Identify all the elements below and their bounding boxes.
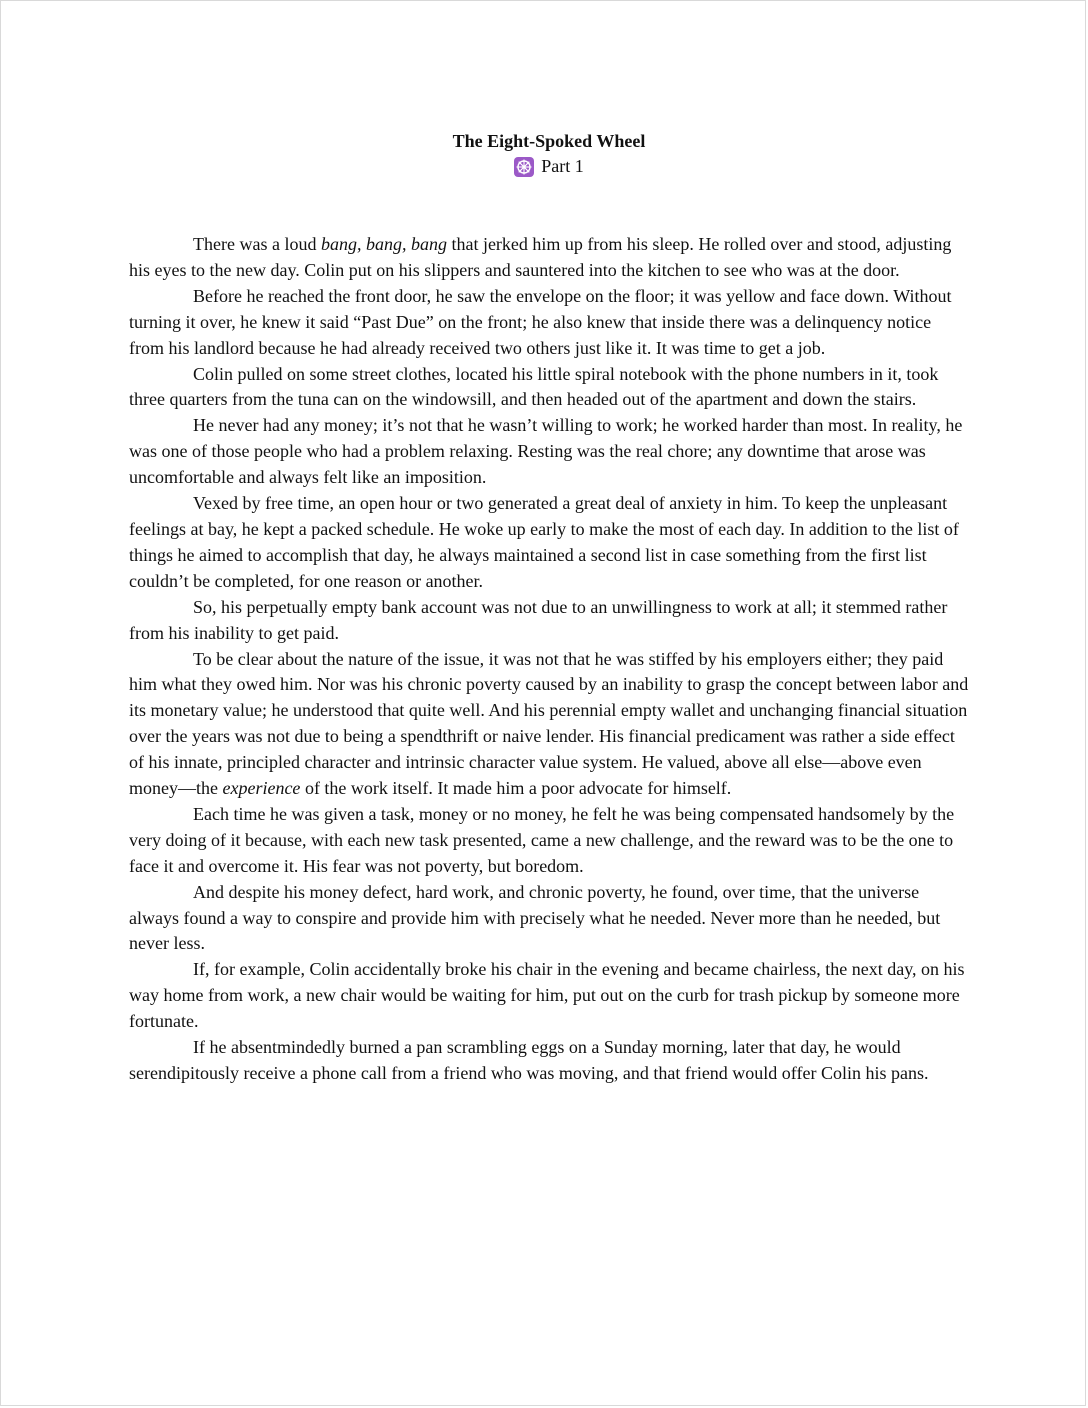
paragraph-text: that jerked him up from his sleep. He rolled over and stood, adjusting his eyes to the new day. Colin put on his slippers and sauntered into the kitchen to see who was at the door. <box>129 234 952 280</box>
paragraph-5: Vexed by free time, an open hour or two generated a great deal of anxiety in him. To keep the unpleasant feelings at bay, he kept a packed schedule. He woke up early to make the most of each day. In addition to the list of things he aimed to accomplish that day, he always maintained a second list in case something from the first list couldn’t be completed, for one reason or another. <box>129 493 959 591</box>
part-heading <box>129 154 969 179</box>
paragraph-10: If, for example, Colin accidentally broke his chair in the evening and became chairless, the next day, on his way home from work, a new chair would be waiting for him, put out on the curb for trash pickup by someone more fortunate. <box>129 959 965 1032</box>
part-label: Part 1 <box>541 156 584 176</box>
paragraph-11: If he absentmindedly burned a pan scrambling eggs on a Sunday morning, later that day, he would serendipitously receive a phone call from a friend who was moving, and that friend would offer Colin his pans. <box>129 1037 929 1083</box>
document-body <box>129 128 969 1087</box>
paragraph-8: Each time he was given a task, money or no money, he felt he was being compensated handsomely by the very doing of it because, with each new task presented, came a new challenge, and the reward was to be the one to face it and overcome it. His fear was not poverty, but boredom. <box>129 803 955 876</box>
paragraph-1 <box>129 232 969 284</box>
paragraph-4: He never had any money; it’s not that he wasn’t willing to work; he worked harder than most. In reality, he was one of those people who had a problem relaxing. Resting was the real chore; any downtime that arose was uncomfortable and always felt like an imposition. <box>129 415 963 488</box>
emphasis-text: experience <box>222 778 301 799</box>
paragraph-text: There was a loud <box>193 234 321 254</box>
paragraph-3: Colin pulled on some street clothes, located his little spiral notebook with the phone numbers in it, took three quarters from the tuna can on the windowsill, and then headed out of the apartment and down the stairs. <box>129 363 939 410</box>
paragraph-text: of the work itself. It made him a poor advocate for himself. <box>300 778 732 799</box>
paragraph-6: So, his perpetually empty bank account was not due to an unwillingness to work at all; it stemmed rather from his inability to get paid. <box>129 596 948 643</box>
emphasis-text: bang, bang, bang <box>320 234 447 254</box>
paragraph-9: And despite his money defect, hard work, and chronic poverty, he found, over time, that the universe always found a way to conspire and provide him with precisely what he needed. Never more than he needed, but never less. <box>129 881 941 954</box>
paragraph-text: To be clear about the nature of the issue, it was not that he was stiffed by his employers either; they paid him what they owed him. Nor was his chronic poverty caused by an inability to grasp the concept between labor and its monetary value; he understood that quite well. And his perennial empty wallet and unchanging financial situation over the years was not due to being a spendthrift or naive lender. His financial predicament was rather a side effect of his innate, principled character and intrinsic character value system. He valued, above all else—above even money—the <box>129 648 969 799</box>
paragraph-7 <box>129 647 969 802</box>
dharma-wheel-icon <box>514 157 534 177</box>
title-block <box>129 128 969 179</box>
paragraph-2: Before he reached the front door, he saw the envelope on the floor; it was yellow and face down. Without turning it over, he knew it said “Past Due” on the front; he also knew that inside there was a delinquency notice from his landlord because he had already received two others just like it. It was time to get a job. <box>129 285 952 358</box>
document-title: The Eight-Spoked Wheel <box>452 131 646 151</box>
